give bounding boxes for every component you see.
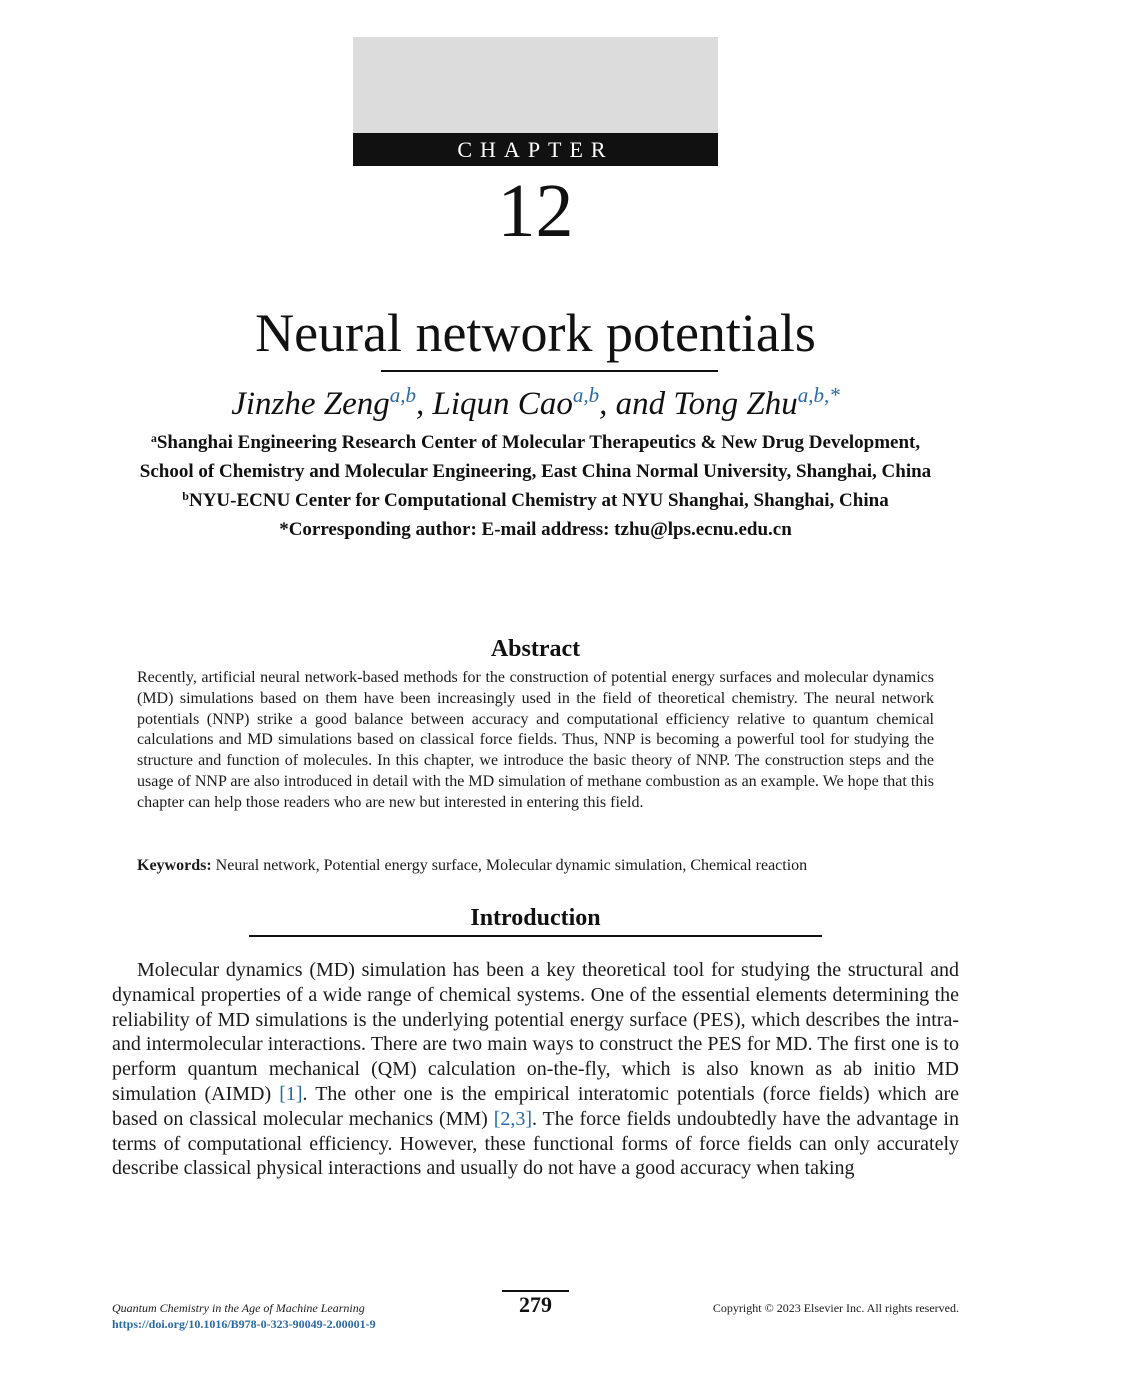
paragraph-text: . The force fields undoubtedly have the advantage in terms of computational efficiency. However, these functional forms of force fields can only accurately describe classical physical interactions and usually do not have a good accuracy when taking: [112, 1107, 959, 1180]
citation-link[interactable]: [2,3]: [493, 1107, 533, 1130]
title-underline: [381, 370, 718, 372]
paragraph-text: Molecular dynamics (MD) simulation has been a key theoretical tool for studying the structural and dynamical properties of a wide range of chemical systems. One of the essential elements determining the reliability of MD simulations is the underlying potential energy surface (PES), which describes the intra- and intermolecular interactions. There are two main ways to construct the PES for MD. The first one is to perform quantum mechanical (QM) calculation on-the-fly, which is also known as ab initio MD simulation (AIMD): [112, 959, 959, 1105]
author-name: Tong Zhu: [673, 386, 798, 422]
affiliation-a-line2: School of Chemistry and Molecular Engineering, East China Normal University, Shanghai, China: [139, 461, 932, 482]
chapter-title: Neural network potentials: [255, 303, 816, 363]
author-affiliation-mark[interactable]: a,b: [572, 383, 600, 407]
keywords: [137, 855, 934, 876]
author-list: [0, 382, 1071, 426]
page-number: 279: [519, 1292, 552, 1317]
chapter-header: [353, 37, 718, 166]
corresponding-author: *Corresponding author: E-mail address: tzhu@lps.ecnu.edu.cn: [279, 519, 792, 540]
abstract-text: Recently, artificial neural network-based methods for the construction of potential energy surfaces and molecular dynamics (MD) simulations based on them have been increasingly used in the field of theoretical chemistry. The neural network potentials (NNP) strike a good balance between accuracy and computational efficiency relative to quantum chemical calculations and MD simulations based on classical force fields. Thus, NNP is becoming a powerful tool for studying the structure and function of molecules. In this chapter, we introduce the basic theory of NNP. The construction steps and the usage of NNP are also introduced in detail with the MD simulation of methane combustion as an example. We hope that this chapter can help those readers who are new but interested in entering this field.: [137, 669, 934, 811]
doi-link[interactable]: https://doi.org/10.1016/B978-0-323-90049-2.00001-9: [112, 1317, 376, 1331]
paragraph-text: . The other one is the empirical interatomic potentials (force fields) which are based on classical molecular mechanics (MM): [112, 1082, 960, 1130]
author-affiliation-mark[interactable]: a,b,*: [797, 383, 840, 407]
footer-left: [112, 1300, 376, 1332]
affiliation-b: [60, 486, 1011, 515]
citation-link[interactable]: [1]: [279, 1082, 303, 1105]
author-name: Liqun Cao: [432, 386, 573, 422]
chapter-number: 12: [497, 169, 574, 253]
introduction-underline: [249, 935, 822, 937]
keywords-label: Keywords:: [137, 857, 212, 874]
keywords-text: Neural network, Potential energy surface, Molecular dynamic simulation, Chemical reaction: [215, 857, 808, 874]
copyright: Copyright © 2023 Elsevier Inc. All rights reserved.: [712, 1301, 959, 1315]
affiliation-a-line1: [60, 428, 1011, 457]
introduction-paragraph: [112, 958, 959, 1181]
affiliations: [60, 428, 1011, 544]
affiliation-b-text: NYU-ECNU Center for Computational Chemistry at NYU Shanghai, Shanghai, China: [188, 490, 889, 511]
affiliation-a-mark: a: [150, 431, 157, 445]
introduction-heading: Introduction: [470, 905, 601, 931]
author-affiliation-mark[interactable]: a,b: [389, 383, 417, 407]
affiliation-a-text: Shanghai Engineering Research Center of Molecular Therapeutics & New Drug Development,: [156, 432, 921, 453]
affiliation-b-mark: b: [182, 489, 189, 503]
book-title: Quantum Chemistry in the Age of Machine Learning: [112, 1301, 365, 1315]
chapter-label: CHAPTER: [353, 133, 718, 166]
author-name: Jinzhe Zeng: [231, 386, 390, 422]
abstract-heading: Abstract: [490, 636, 581, 662]
chapter-gray-block: [353, 37, 718, 133]
author-separator: , and: [599, 386, 674, 422]
author-separator: ,: [416, 386, 433, 422]
